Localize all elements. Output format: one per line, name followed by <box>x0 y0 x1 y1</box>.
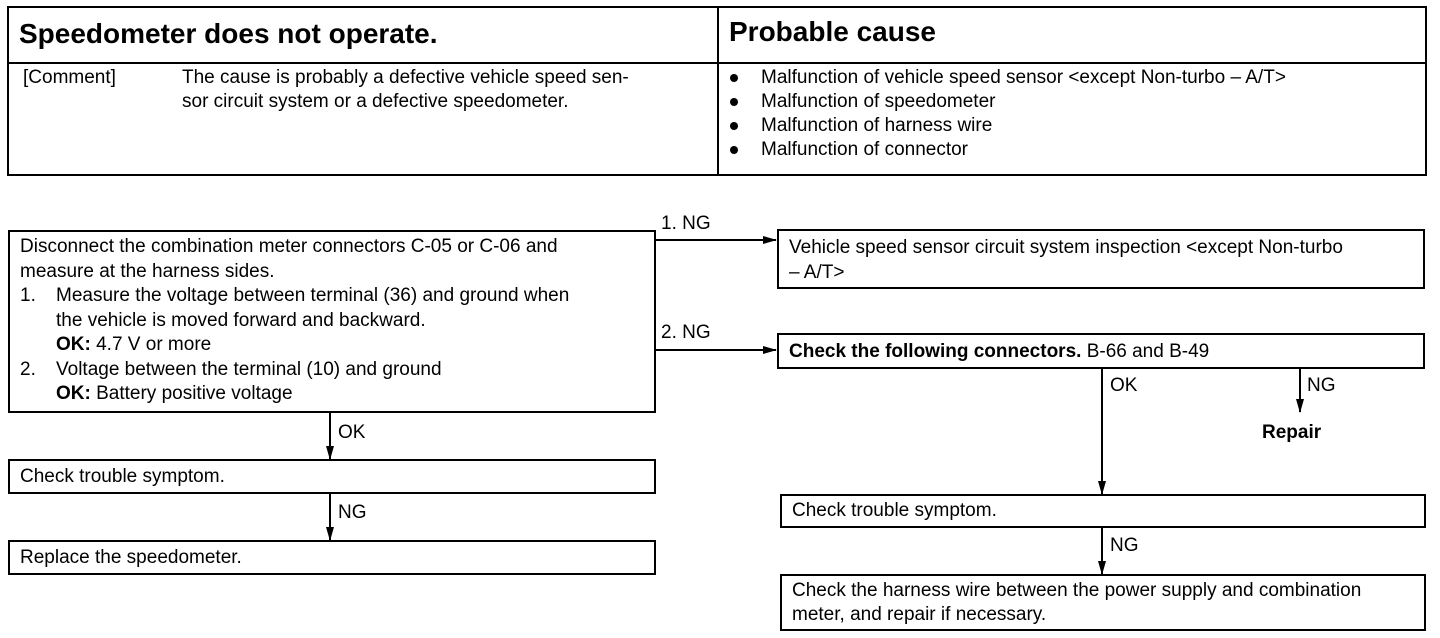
probable-cause-title: Probable cause <box>729 16 936 47</box>
connector-ok-label: OK <box>1110 375 1138 396</box>
step1-ok: OK: 4.7 V or more <box>56 334 212 355</box>
main-box-line1: Disconnect the combination meter connectors C-05 or C-06 and <box>20 236 558 257</box>
step2-row: 2. Voltage between the terminal (10) and ground <box>20 358 442 380</box>
harness-box-line2: meter, and repair if necessary. <box>792 604 1047 625</box>
symptom-title: Speedometer does not operate. <box>19 18 438 49</box>
connector-check-bold: Check the following connectors. <box>789 341 1082 362</box>
connector-check-ids: B-66 and B-49 <box>1081 341 1210 362</box>
connector-check-box <box>777 333 1425 369</box>
right-ng-label: NG <box>1110 535 1139 556</box>
branch1-ng-label: 1. NG <box>661 213 711 234</box>
harness-check-box <box>780 574 1426 631</box>
step1-row: 1. Measure the voltage between terminal (36) and ground when <box>20 285 570 306</box>
right-check-symptom-text: Check trouble symptom. <box>792 500 997 521</box>
comment-text-line1: The cause is probably a defective vehicle speed sen- <box>182 67 629 88</box>
main-box-line2: measure at the harness sides. <box>20 260 275 282</box>
sensor-box-line2: – A/T> <box>789 262 845 283</box>
replace-speedometer-box <box>8 540 656 575</box>
sensor-box-line1: Vehicle speed sensor circuit system inspection <except Non-turbo <box>789 237 1343 258</box>
step2-ok: OK: Battery positive voltage <box>56 383 293 404</box>
step1-line2: the vehicle is moved forward and backward. <box>56 309 426 331</box>
connector-ng-label: NG <box>1307 375 1336 396</box>
replace-speedometer-text: Replace the speedometer. <box>20 547 242 568</box>
main-ok-label: OK <box>338 422 366 443</box>
main-inspection-box <box>8 230 656 413</box>
comment-label: [Comment] <box>23 67 116 88</box>
left-check-symptom-text: Check trouble symptom. <box>20 466 225 487</box>
repair-label: Repair <box>1262 422 1322 443</box>
sensor-inspection-box <box>777 229 1425 289</box>
comment-text-line2: sor circuit system or a defective speedometer. <box>182 91 569 112</box>
right-check-symptom-box <box>780 494 1426 528</box>
branch2-ng-label: 2. NG <box>661 322 711 343</box>
left-check-symptom-box <box>8 459 656 494</box>
harness-box-line1: Check the harness wire between the power supply and combination <box>792 580 1362 601</box>
left-ng-label: NG <box>338 502 367 523</box>
